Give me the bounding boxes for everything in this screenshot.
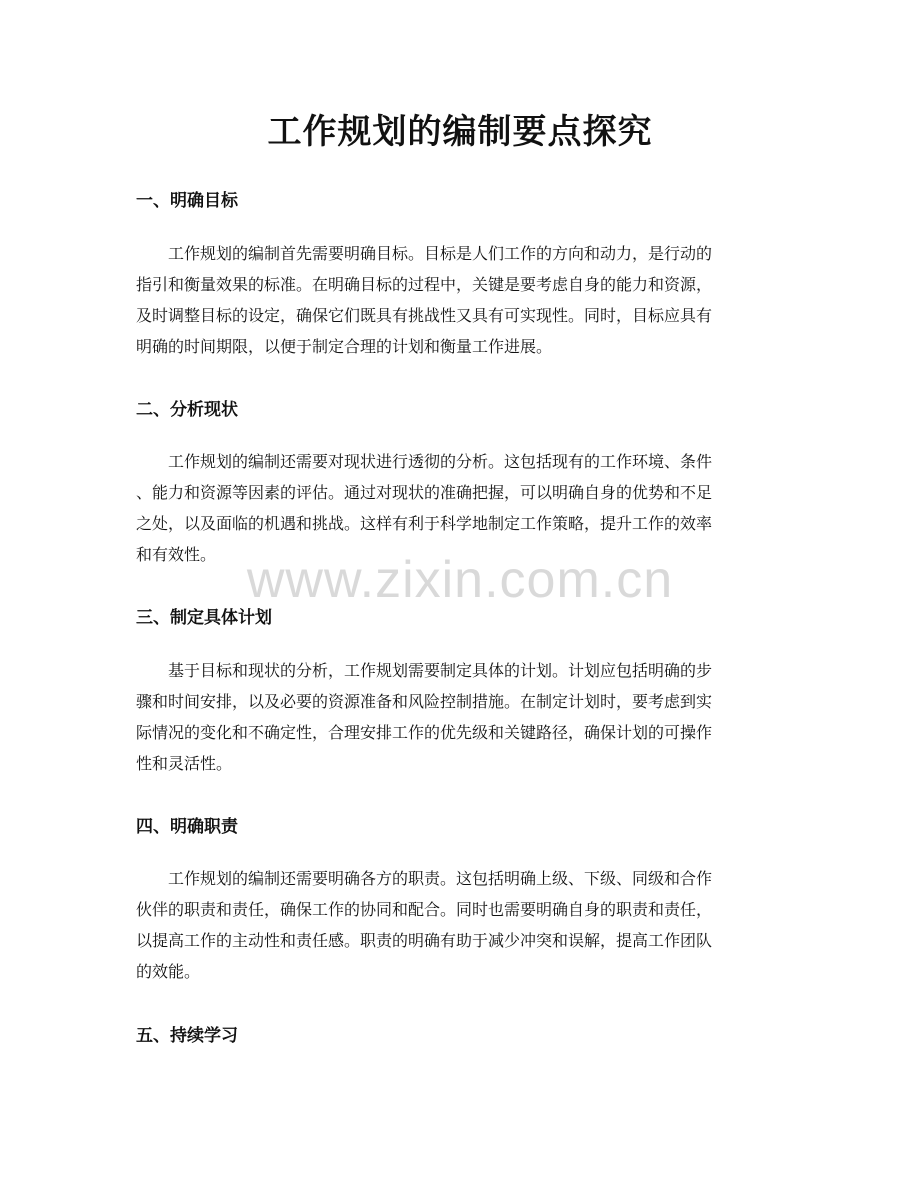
paragraph-line: 、能力和资源等因素的评估。通过对现状的准确把握，可以明确自身的优势和不足 [136,483,713,502]
section-paragraph-2 [136,446,784,570]
paragraph-line: 明确的时间期限，以便于制定合理的计划和衡量工作进展。 [136,337,553,356]
paragraph-line: 的效能。 [136,962,201,981]
paragraph-line: 伙伴的职责和责任，确保工作的协同和配合。同时也需要明确自身的职责和责任， [136,900,713,919]
section-heading-3: 三、制定具体计划 [136,608,272,628]
section-heading-4: 四、明确职责 [136,817,238,837]
paragraph-line: 基于目标和现状的分析，工作规划需要制定具体的计划。计划应包括明确的步 [168,661,713,680]
section-paragraph-3 [136,655,784,779]
section-paragraph-4 [136,863,784,987]
paragraph-line: 骤和时间安排，以及必要的资源准备和风险控制措施。在制定计划时，要考虑到实 [136,692,713,711]
page-title: 工作规划的编制要点探究 [267,112,653,152]
paragraph-line: 工作规划的编制还需要对现状进行透彻的分析。这包括现有的工作环境、条件 [168,452,713,471]
paragraph-line: 和有效性。 [136,545,217,564]
watermark: www.zixin.com.cn [246,551,674,609]
section-paragraph-1 [136,238,784,362]
paragraph-line: 及时调整目标的设定，确保它们既具有挑战性又具有可实现性。同时，目标应具有 [136,306,713,325]
paragraph-line: 以提高工作的主动性和责任感。职责的明确有助于减少冲突和误解，提高工作团队 [136,931,713,950]
paragraph-line: 工作规划的编制还需要明确各方的职责。这包括明确上级、下级、同级和合作 [168,869,713,888]
section-heading-1: 一、明确目标 [136,191,238,211]
paragraph-line: 际情况的变化和不确定性，合理安排工作的优先级和关键路径，确保计划的可操作 [136,723,713,742]
paragraph-line: 之处，以及面临的机遇和挑战。这样有利于科学地制定工作策略，提升工作的效率 [136,514,713,533]
paragraph-line: 指引和衡量效果的标准。在明确目标的过程中，关键是要考虑自身的能力和资源， [136,275,713,294]
paragraph-line: 工作规划的编制首先需要明确目标。目标是人们工作的方向和动力，是行动的 [168,244,713,263]
paragraph-line: 性和灵活性。 [136,754,233,773]
section-heading-5: 五、持续学习 [136,1026,238,1046]
section-heading-2: 二、分析现状 [136,400,238,420]
